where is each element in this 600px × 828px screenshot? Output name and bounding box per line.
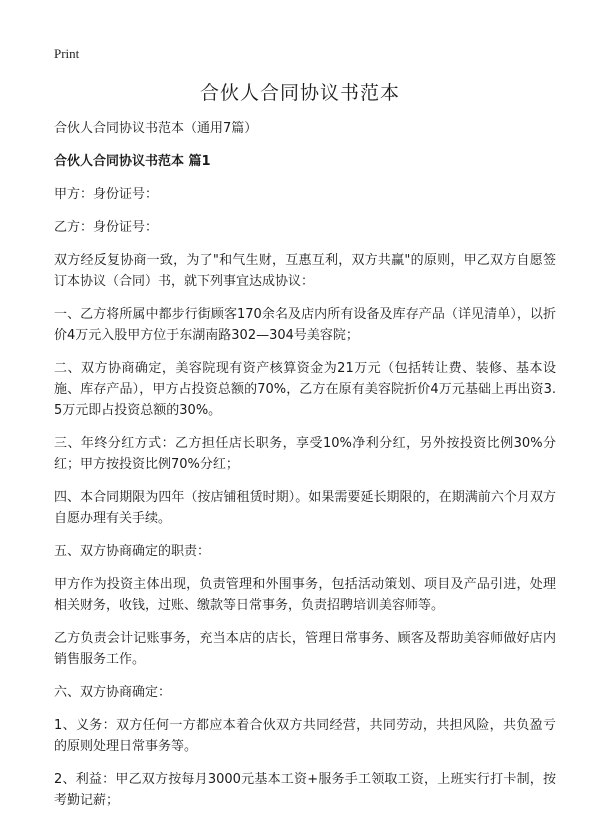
paragraph-clause-3: 三、年终分红方式：乙方担任店长职务，享受10%净利分红，另外按投资比例30%分红；甲方按投资比例70%分红； [54, 436, 556, 472]
document-title: 合伙人合同协议书范本 [199, 82, 400, 104]
paragraph-benefits: 2、利益：甲乙双方按每月3000元基本工资+服务手工领取工资，上班实行打卡制，按考勤记薪； [54, 772, 556, 808]
paragraph-party-b: 乙方：身份证号： [54, 220, 159, 235]
paragraph-clause-6: 六、双方协商确定： [54, 685, 172, 700]
paragraph-clause-2: 二、双方协商确定，美容院现有资产核算资金为21万元（包括转让费、装修、基本设施、库存产品），甲方占投资总额的70%，乙方在原有美容院折价4万元基础上再出资3.5万元即占投资总额的30%。 [54, 361, 556, 418]
paragraph-party-a: 甲方：身份证号： [54, 187, 159, 202]
print-link[interactable]: Print [54, 46, 80, 61]
paragraph-clause-4: 四、本合同期限为四年（按店铺租赁时期）。如果需要延长期限的，在期满前六个月双方自愿办理有关手续。 [54, 490, 556, 526]
paragraph-clause-5: 五、双方协商确定的职责： [54, 544, 211, 559]
section-heading: 合伙人合同协议书范本 篇1 [54, 154, 211, 169]
paragraph-preamble: 双方经反复协商一致，为了"和气生财，互惠互利，双方共赢"的原则，甲乙双方自愿签订本协议（合同）书，就下列事宜达成协议： [54, 253, 556, 289]
document-body [54, 118, 556, 811]
document-subtitle: 合伙人合同协议书范本（通用7篇） [54, 121, 258, 136]
paragraph-clause-1: 一、乙方将所属中都步行街顾客170余名及店内所有设备及库存产品（详见清单），以折价4万元入股甲方位于东湖南路302—304号美容院； [54, 307, 556, 343]
paragraph-party-b-duties: 乙方负责会计记账事务，充当本店的店长，管理日常事务、顾客及帮助美容师做好店内销售服务工作。 [54, 631, 556, 667]
paragraph-obligations: 1、义务：双方任何一方都应本着合伙双方共同经营，共同劳动，共担风险，共负盈亏的原则处理日常事务等。 [54, 718, 556, 754]
paragraph-party-a-duties: 甲方作为投资主体出现，负责管理和外围事务，包括活动策划、项目及产品引进，处理相关财务，收钱，过账、缴款等日常事务，负责招聘培训美容师等。 [54, 577, 556, 613]
